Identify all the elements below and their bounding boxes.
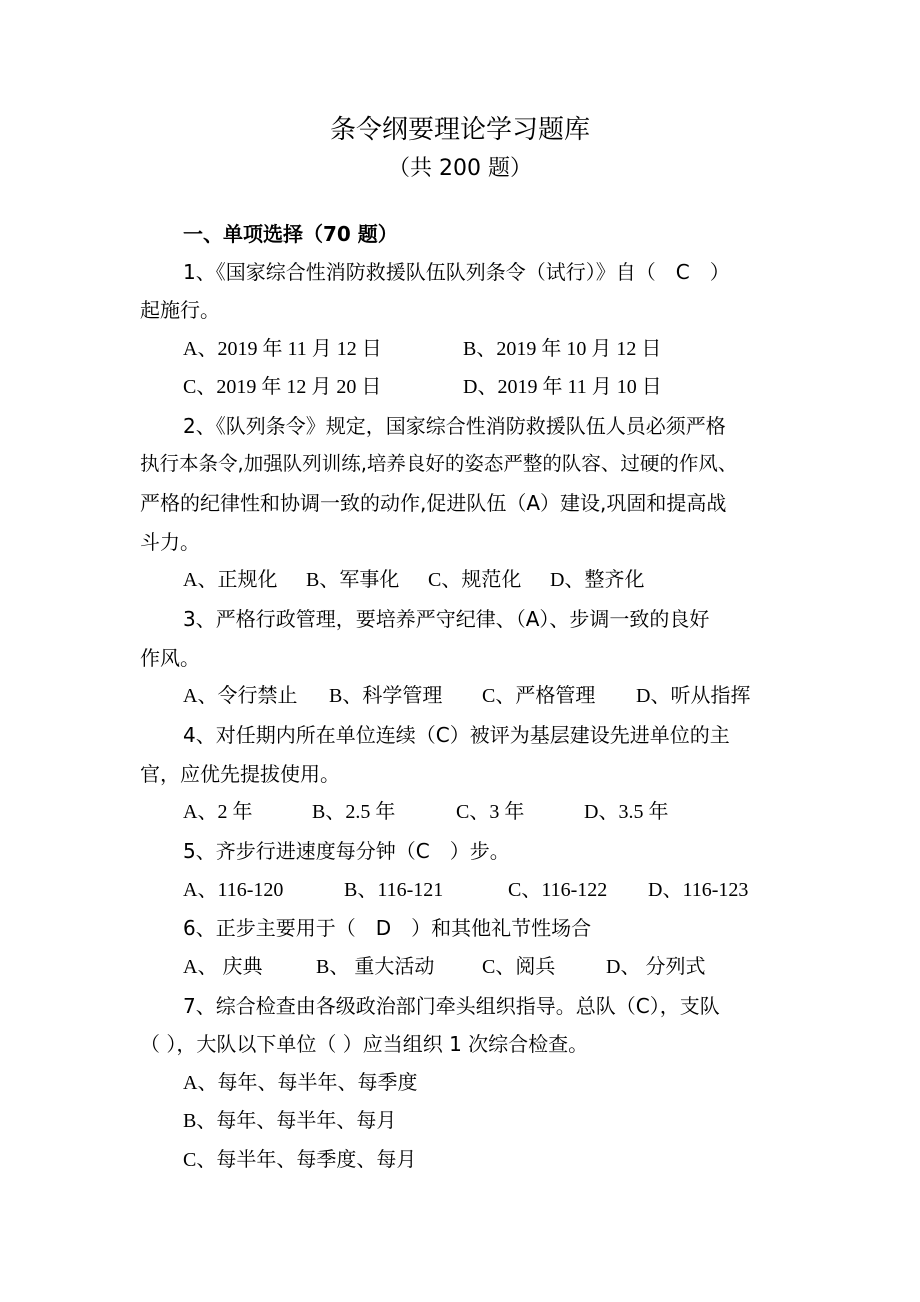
question-4-line-2: 官，应优先提拔使用。 [140,762,340,786]
question-2-option-c: C、规范化 [428,569,522,591]
question-6-option-c: C、阅兵 [482,956,556,978]
question-4-line-1: 4、对任期内所在单位连续（C）被评为基层建设先进单位的主 [183,723,730,747]
section-heading: 一、单项选择（70 题） [183,222,398,246]
question-5-option-a: A、116-120 [183,879,284,901]
question-6-option-d: D、 分列式 [606,956,706,978]
question-1-option-d: D、2019 年 11 月 10 日 [463,376,662,398]
question-2-line-2: 执行本条令,加强队列训练,培养良好的姿态严整的队容、过硬的作风、 [140,452,738,475]
question-1-option-c: C、2019 年 12 月 20 日 [183,376,382,398]
question-1-line-1: 1、《国家综合性消防救援队伍队列条令（试行）》自（ C ） [183,260,730,284]
question-7-option-c: C、每半年、每季度、每月 [183,1149,417,1171]
question-6-option-b: B、 重大活动 [316,956,435,978]
question-5-line-1: 5、齐步行进速度每分钟（C ）步。 [183,839,510,863]
question-7-option-b: B、每年、每半年、每月 [183,1110,397,1132]
question-5-option-c: C、116-122 [508,879,608,901]
question-3-option-a: A、令行禁止 [183,685,298,707]
question-5-option-b: B、116-121 [344,879,444,901]
question-6-line-1: 6、正步主要用于（ D ）和其他礼节性场合 [183,916,592,940]
question-5-option-d: D、116-123 [648,879,749,901]
question-3-line-1: 3、严格行政管理，要培养严守纪律、（A）、步调一致的良好 [183,607,710,631]
document-title: 条令纲要理论学习题库 [329,115,590,145]
question-2-line-1: 2、《队列条令》规定，国家综合性消防救援队伍人员必须严格 [183,414,726,438]
question-7-line-1: 7、综合检查由各级政治部门牵头组织指导。总队（C），支队 [183,994,720,1018]
question-4-option-b: B、2.5 年 [312,801,396,823]
question-2-option-d: D、整齐化 [550,569,645,591]
question-2-line-4: 斗力。 [140,530,200,554]
question-3-option-b: B、科学管理 [329,685,443,707]
question-2-line-3: 严格的纪律性和协调一致的动作,促进队伍（A）建设,巩固和提高战 [140,491,727,515]
question-6-option-a: A、 庆典 [183,956,263,978]
question-4-option-d: D、3.5 年 [584,801,669,823]
question-3-option-c: C、严格管理 [482,685,596,707]
question-7-line-2: （ ），大队以下单位（ ）应当组织 1 次综合检查。 [140,1032,589,1056]
question-1-option-b: B、2019 年 10 月 12 日 [463,338,662,360]
question-2-option-b: B、军事化 [306,569,400,591]
question-1-option-a: A、2019 年 11 月 12 日 [183,338,382,360]
question-3-option-d: D、听从指挥 [636,685,751,707]
question-4-option-c: C、3 年 [456,801,525,823]
question-3-line-2: 作风。 [140,646,200,670]
question-1-line-2: 起施行。 [140,298,220,322]
question-2-option-a: A、正规化 [183,569,278,591]
question-4-option-a: A、2 年 [183,801,253,823]
question-7-option-a: A、每年、每半年、每季度 [183,1072,418,1094]
document-subtitle: （共 200 题） [388,156,532,181]
